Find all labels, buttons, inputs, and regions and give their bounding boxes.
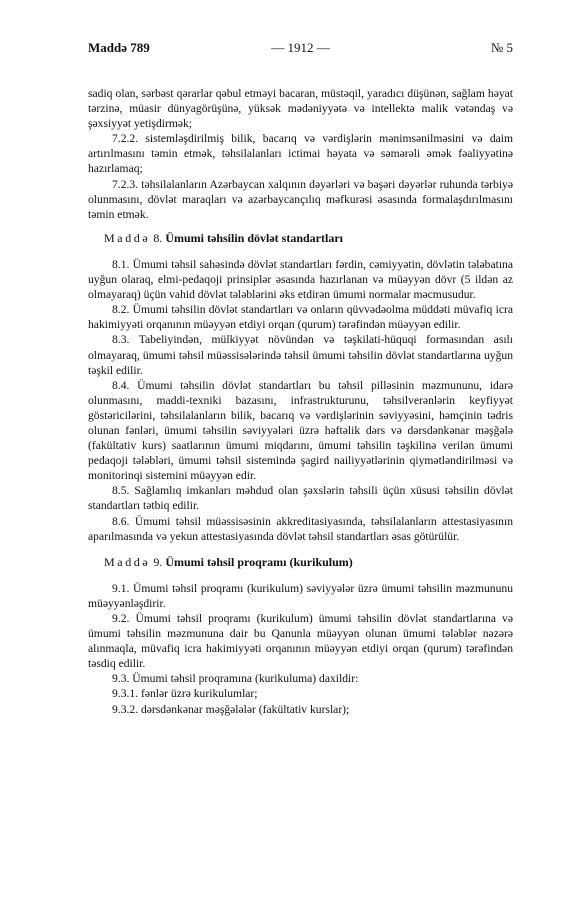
document-page (88, 40, 513, 717)
article-title: Ümumi təhsilin dövlət standartları (165, 230, 343, 245)
paragraph: 7.2.3. təhsilalanların Azərbaycan xalqının dəyərləri və bəşəri dəyərlər ruhunda tərbiyə olunmasını, dövlət maraqları və azərbaycançılıq məfkurəsi əsasında formalaşdırılmasını təmin etmək. (88, 177, 513, 221)
article-number: 9. (153, 554, 163, 569)
paragraph: 8.5. Sağlamlıq imkanları məhdud olan şəxslərin təhsili üçün xüsusi təhsilin dövlət standartları tətbiq edilir. (88, 484, 513, 513)
article-9-heading (88, 555, 513, 570)
paragraph: 9.3.1. fənlər üzrə kurikulumlar; (112, 687, 258, 701)
paragraph: 7.2.2. sistemləşdirilmiş bilik, bacarıq və vərdişlərin mənimsənilməsini və daim artırılmasını təmin etmək, təhsilalanları ictimai həyata və səmərəli əmək fəaliyyətinə hazırlamaq; (88, 132, 513, 176)
article-title: Ümumi təhsil proqramı (kurikulum) (165, 554, 353, 569)
document-body (88, 86, 513, 717)
article-label: Maddə (104, 554, 151, 569)
paragraph: 9.1. Ümumi təhsil proqramı (kurikulum) səviyyələr üzrə ümumi təhsilin məzmununu müəyyənləşdirir. (88, 581, 513, 610)
article-8-heading (88, 231, 513, 246)
article-number: 8. (153, 230, 163, 245)
page-header (88, 40, 513, 60)
paragraph: 8.6. Ümumi təhsil müəssisəsinin akkreditasiyasında, təhsilalanların attestasiyasının aparılmasında və yekun attestasiyasında dövlət təhsil standartları əsas götürülür. (88, 514, 513, 543)
paragraph: 9.2. Ümumi təhsil proqramı (kurikulum) ümumi təhsilin dövlət standartlarına və ümumi təhsilin məzmununa dair bu Qanunla müəyyən olunan ümumi tələblər nəzərə alınmaqla, müvafiq icra hakimiyyəti orqanının müəyyən etdiyi orqan (qurum) tərəfindən təsdiq edilir. (88, 612, 513, 671)
paragraph: sadiq olan, sərbəst qərarlar qəbul etməyi bacaran, müstəqil, yaradıcı düşünən, sağlam həyat tərzinə, müasir dünyagörüşünə, yüksək mədəniyyətə və intellektə malik vətəndaş və şəxsiyyət yetişdirmək; (88, 87, 513, 131)
paragraph: 8.1. Ümumi təhsil sahəsində dövlət standartları fərdin, cəmiyyətin, dövlətin tələbatına uyğun olaraq, elmi-pedaqoji prinsiplər əsasında hazırlanan və müəyyən dövr (5 ildən az olmayaraq) üçün vahid dövlət tələblərini əks etdirən ümumi normalar məcmusudur. (88, 257, 513, 302)
header-issue-number: № 5 (490, 40, 513, 55)
article-label: Maddə (104, 230, 151, 245)
paragraph: 8.4. Ümumi təhsilin dövlət standartları bu təhsil pilləsinin məzmununu, idarə olunmasını, maddi-texniki bazasını, infrastrukturunu, təhsilverənlərin keyfiyyət göstəricilərini, təhsilalanların bilik, bacarıq və vərdişlərinin səviyyəsini, həmçinin tədris olunan fənləri, ümumi təhsilin səviyyələri üzrə həftəlik dərs və dərsdənkənar məşğələ (fakültativ kurs) saatlarının ümumi miqdarını, ümumi təhsilin təşkilinə verilən ümumi pedaqoji tələbləri, ümumi təhsil sistemində şagird nailiyyətlərinin qiymətləndirilməsi və monitorinqi sistemini müəyyən edir. (88, 378, 513, 483)
paragraph: 8.3. Tabeliyindən, mülkiyyət növündən və təşkilati-hüquqi formasından asılı olmayaraq, ümumi təhsil müəssisələrində təhsil ümumi təhsilin dövlət standartlarına uyğun təşkil edilir. (88, 333, 513, 377)
header-page-number: — 1912 — (271, 40, 330, 55)
paragraph: 9.3. Ümumi təhsil proqramına (kurikuluma) daxildir: (112, 672, 359, 686)
paragraph: 8.2. Ümumi təhsilin dövlət standartları və onların qüvvədəolma müddəti müvafiq icra hakimiyyəti orqanının müəyyən etdiyi orqan (qurum) tərəfindən müəyyən edilir. (88, 303, 513, 332)
header-article-ref: Maddə 789 (88, 40, 150, 55)
paragraph: 9.3.2. dərsdənkənar məşğələlər (fakültativ kurslar); (112, 702, 350, 716)
